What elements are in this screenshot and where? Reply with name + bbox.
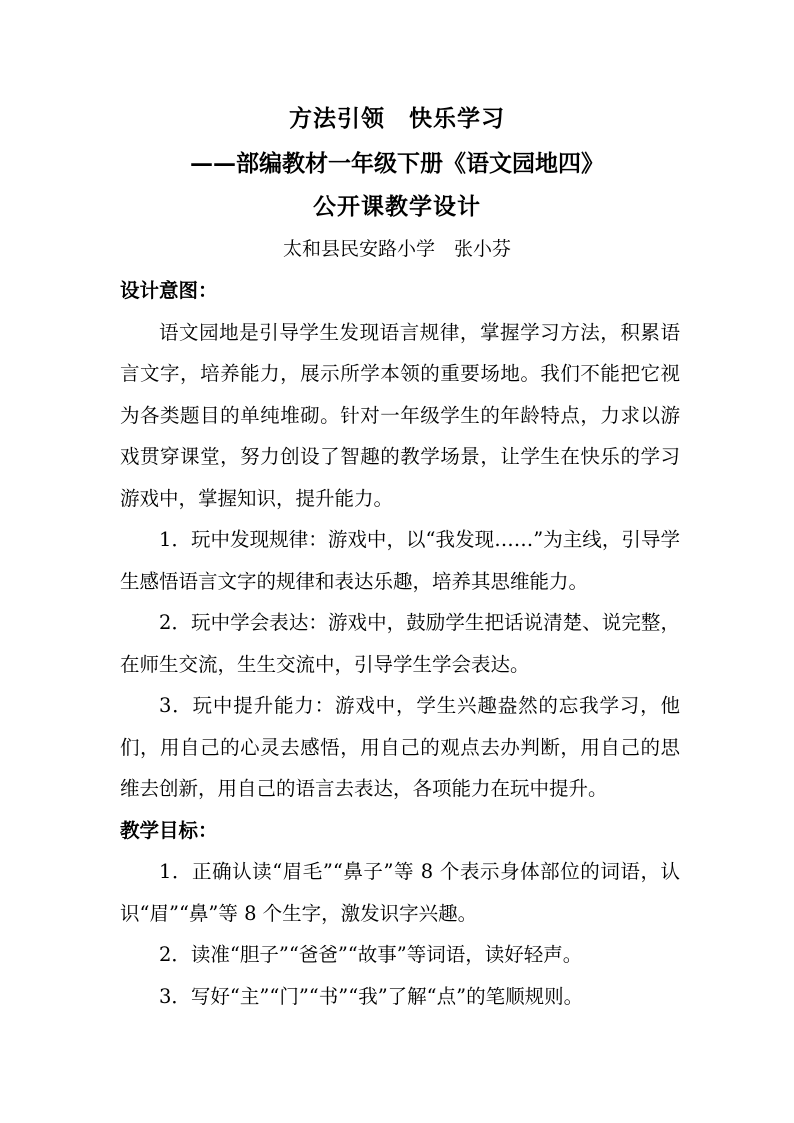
- teaching-goal-1: 1．正确认读“眉毛”“鼻子”等 8 个表示身体部位的词语，认识“眉”“鼻”等 8 个生字，激发识字兴趣。: [120, 860, 680, 925]
- author-line: 太和县民安路小学 张小芬: [282, 238, 511, 260]
- design-point-1: 1．玩中发现规律：游戏中，以“我发现……”为主线，引导学生感悟语言文字的规律和表达乐趣，培养其思维能力。: [120, 528, 680, 593]
- title-main: 方法引领 快乐学习: [289, 105, 505, 132]
- teaching-goal-2: 2．读准“胆子”“爸爸”“故事”等词语，读好轻声。: [159, 943, 583, 966]
- design-intent-heading: 设计意图：: [120, 279, 218, 302]
- design-point-3: 3．玩中提升能力：游戏中，学生兴趣盎然的忘我学习，他们，用自己的心灵去感悟，用自己的观点去办判断，用自己的思维去创新，用自己的语言去表达，各项能力在玩中提升。: [120, 694, 680, 800]
- design-intent-intro: 语文园地是引导学生发现语言规律，掌握学习方法，积累语言文字，培养能力，展示所学本领的重要场地。我们不能把它视为各类题目的单纯堆砌。针对一年级学生的年龄特点，力求以游戏贯穿课堂，努力创设了智趣的教学场景，让学生在快乐的学习游戏中，掌握知识，提升能力。: [120, 320, 680, 510]
- teaching-goal-3: 3．写好“主”“门”“书”“我”了解“点”的笔顺规则。: [159, 984, 584, 1008]
- title-subtitle: ——部编教材一年级下册《语文园地四》: [190, 150, 604, 177]
- teaching-goals-heading: 教学目标：: [120, 818, 218, 842]
- document-body: [120, 270, 680, 1017]
- design-point-2: 2．玩中学会表达：游戏中，鼓励学生把话说清楚、说完整，在师生交流，生生交流中，引导学生学会表达。: [120, 611, 680, 676]
- title-lesson-design: 公开课教学设计: [313, 193, 481, 220]
